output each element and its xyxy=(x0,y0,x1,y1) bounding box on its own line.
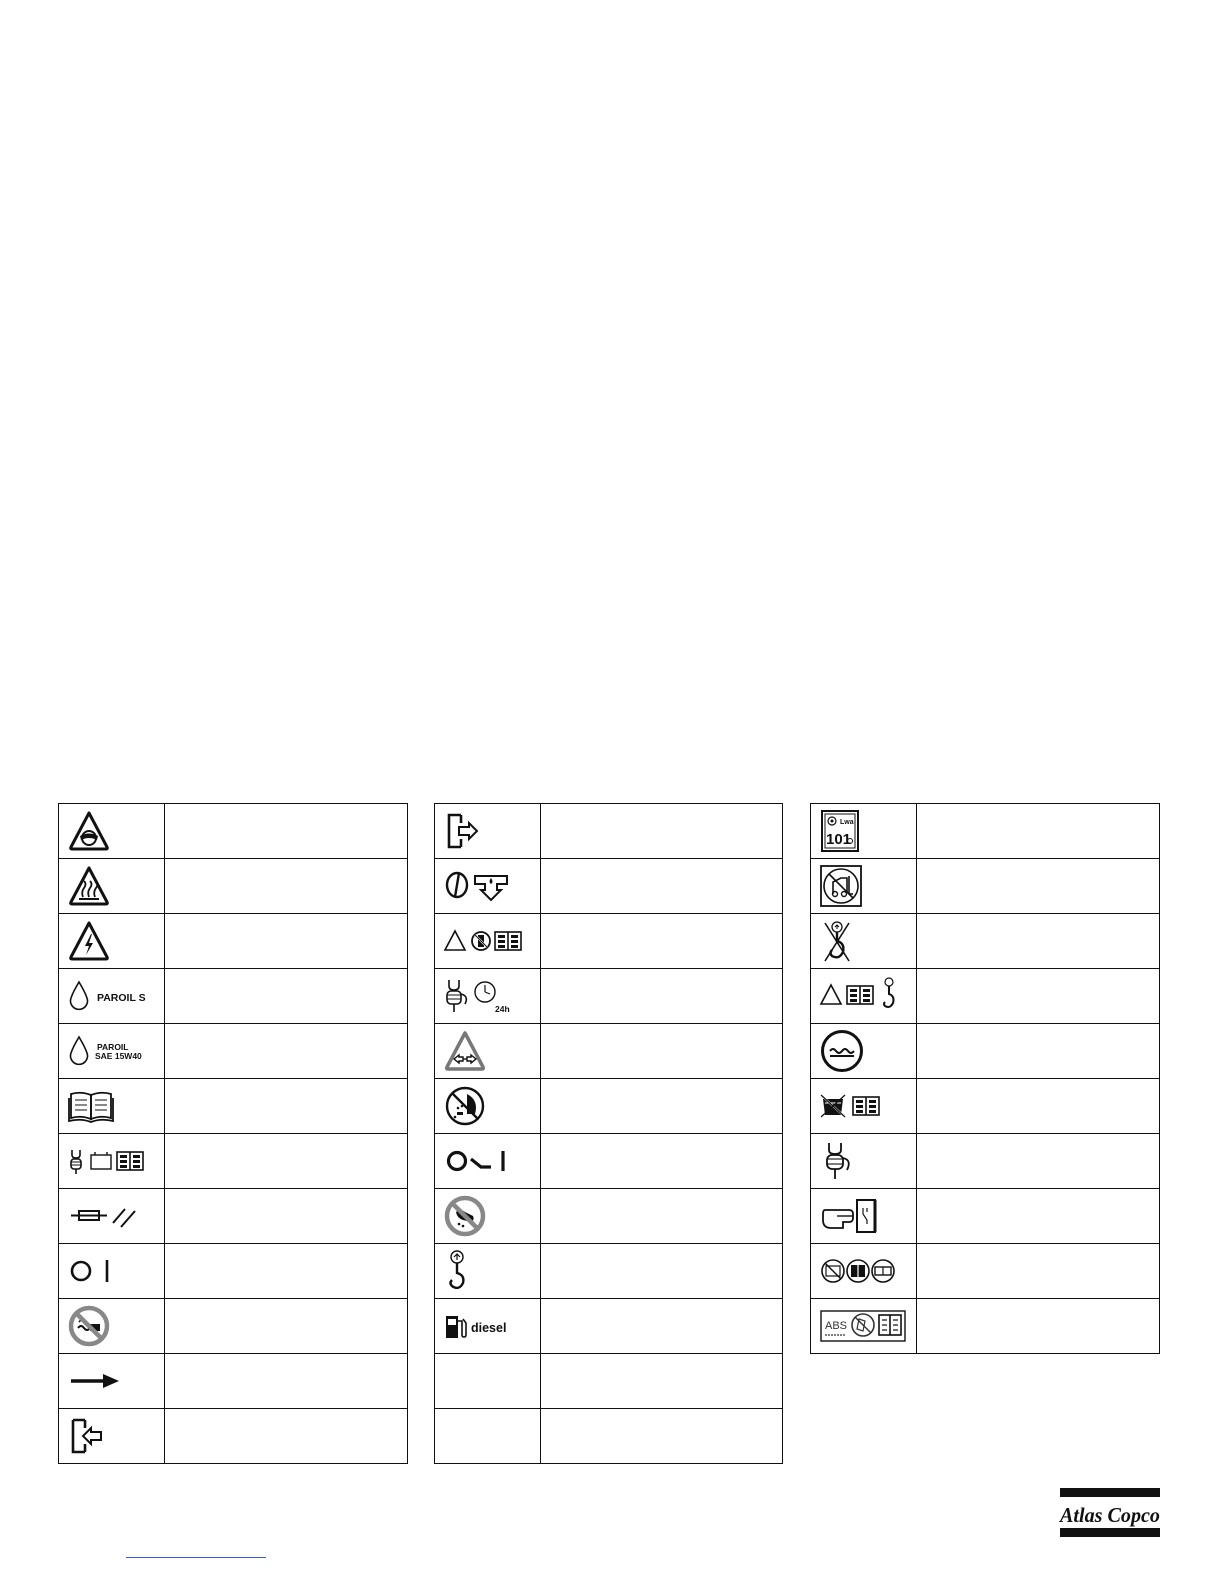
symbol-cell xyxy=(811,859,917,914)
symbol-cell xyxy=(59,1134,165,1189)
table-row xyxy=(59,1299,408,1354)
table-row xyxy=(435,1079,783,1134)
service-24h-icon xyxy=(443,976,523,1016)
warning-manual-lifting-icon xyxy=(819,976,903,1016)
description-cell xyxy=(541,1134,783,1189)
description-cell xyxy=(917,914,1160,969)
symbol-cell xyxy=(59,1299,165,1354)
table-row xyxy=(811,1134,1160,1189)
symbol-cell xyxy=(59,1409,165,1464)
symbol-cell xyxy=(811,1299,917,1354)
logo-top-bar xyxy=(1060,1488,1160,1497)
symbol-cell xyxy=(59,859,165,914)
symbol-cell xyxy=(59,1189,165,1244)
no-breathing-compressed-air-icon xyxy=(443,1194,487,1238)
table-row xyxy=(59,1354,408,1409)
logo-wordmark: Atlas Copco xyxy=(1058,1503,1160,1527)
manual-circle-icons xyxy=(819,1256,903,1286)
paroil-s-label: PAROIL S xyxy=(97,992,146,1004)
description-cell xyxy=(165,1354,408,1409)
symbol-cell xyxy=(435,914,541,969)
arrow-right-icon xyxy=(67,1366,123,1396)
table-row xyxy=(435,859,783,914)
table-row xyxy=(811,1024,1160,1079)
off-start-on-icon xyxy=(443,1146,513,1176)
oil-drain-icon xyxy=(443,866,513,906)
24h-label: 24h xyxy=(495,1004,510,1014)
description-cell xyxy=(917,804,1160,859)
description-cell xyxy=(917,1134,1160,1189)
fuse-and-switch-icon xyxy=(67,1201,143,1231)
description-cell xyxy=(165,969,408,1024)
water-level-icon xyxy=(819,1028,865,1074)
symbols-table-3 xyxy=(810,803,1160,1354)
emergency-stop-icon xyxy=(819,1196,883,1236)
hot-surface-warning-icon xyxy=(67,864,111,908)
description-cell xyxy=(917,969,1160,1024)
description-cell xyxy=(917,1024,1160,1079)
table-row xyxy=(435,969,783,1024)
description-cell xyxy=(165,1189,408,1244)
description-cell xyxy=(541,1024,783,1079)
warning-no-open-manual-icon xyxy=(443,926,527,956)
table-row xyxy=(59,1244,408,1299)
description-cell xyxy=(541,804,783,859)
diesel-label: diesel xyxy=(471,1321,507,1335)
table-row xyxy=(435,1354,783,1409)
symbol-cell xyxy=(435,1244,541,1299)
symbol-cell xyxy=(811,1189,917,1244)
table-row xyxy=(811,1079,1160,1134)
air-outlet-icon xyxy=(443,811,483,851)
description-cell xyxy=(541,859,783,914)
description-cell xyxy=(541,1299,783,1354)
diesel-fuel-icon xyxy=(443,1311,527,1341)
description-cell xyxy=(165,914,408,969)
symbol-cell xyxy=(435,1354,541,1409)
off-on-icon xyxy=(67,1256,117,1286)
description-cell xyxy=(165,859,408,914)
symbol-cell xyxy=(435,1409,541,1464)
symbol-cell xyxy=(811,1024,917,1079)
paroil-label: PAROIL xyxy=(97,1042,129,1052)
symbols-table-1 xyxy=(58,803,408,1464)
symbol-cell xyxy=(59,1244,165,1299)
symbol-cell xyxy=(59,1024,165,1079)
description-cell xyxy=(917,1079,1160,1134)
table-row xyxy=(59,1024,408,1079)
paroil-s-oil-icon xyxy=(67,979,157,1013)
table-row xyxy=(811,914,1160,969)
table-row xyxy=(435,1409,783,1464)
table-row xyxy=(811,804,1160,859)
description-cell xyxy=(165,1079,408,1134)
description-cell xyxy=(165,1134,408,1189)
abs-label: ABS xyxy=(825,1320,848,1332)
description-cell xyxy=(541,1189,783,1244)
service-point-icon xyxy=(819,1139,855,1183)
symbol-cell xyxy=(811,969,917,1024)
symbol-cell xyxy=(435,1079,541,1134)
symbol-cell xyxy=(59,914,165,969)
table-row xyxy=(811,859,1160,914)
no-smoking-open-flame-icon xyxy=(67,1304,111,1348)
description-cell xyxy=(917,1189,1160,1244)
symbol-cell xyxy=(435,1299,541,1354)
description-cell xyxy=(165,1244,408,1299)
table-row xyxy=(59,1189,408,1244)
table-row xyxy=(435,1134,783,1189)
description-cell xyxy=(165,1409,408,1464)
symbol-cell xyxy=(435,1134,541,1189)
symbol-cell xyxy=(811,914,917,969)
sound-power-level-icon xyxy=(819,809,863,853)
battery-service-manual-icon xyxy=(67,1146,151,1176)
table-row xyxy=(435,914,783,969)
lifting-hook-icon xyxy=(443,1249,473,1293)
table-row xyxy=(59,1134,408,1189)
table-row xyxy=(435,1189,783,1244)
table-row xyxy=(811,1299,1160,1354)
description-cell xyxy=(165,1299,408,1354)
table-row xyxy=(811,1244,1160,1299)
description-cell xyxy=(541,1354,783,1409)
description-cell xyxy=(541,914,783,969)
hand-entanglement-warning-icon xyxy=(67,809,111,853)
symbol-cell xyxy=(811,1134,917,1189)
table-row xyxy=(59,804,408,859)
symbol-cell xyxy=(435,804,541,859)
table-row xyxy=(59,969,408,1024)
table-row xyxy=(59,859,408,914)
table-row xyxy=(435,1024,783,1079)
symbol-cell xyxy=(59,804,165,859)
instruction-manual-icon xyxy=(67,1088,117,1124)
symbol-cell xyxy=(435,969,541,1024)
symbol-cell xyxy=(811,1079,917,1134)
description-cell xyxy=(165,804,408,859)
lwa-label: Lwa xyxy=(840,819,854,826)
symbol-cell xyxy=(59,1354,165,1409)
lwa-value: 101 xyxy=(826,831,852,848)
symbols-table-2 xyxy=(434,803,783,1464)
symbol-cell xyxy=(59,969,165,1024)
table-row xyxy=(435,1299,783,1354)
atlas-copco-logo xyxy=(1058,1486,1160,1540)
symbol-cell xyxy=(811,804,917,859)
table-row xyxy=(435,1244,783,1299)
table-row xyxy=(811,969,1160,1024)
symbol-cell xyxy=(435,859,541,914)
description-cell xyxy=(917,859,1160,914)
air-inlet-icon xyxy=(67,1416,107,1456)
description-cell xyxy=(541,1409,783,1464)
table-row xyxy=(59,1409,408,1464)
no-forklift-icon xyxy=(819,864,863,908)
description-cell xyxy=(917,1299,1160,1354)
description-cell xyxy=(541,969,783,1024)
description-cell xyxy=(541,1079,783,1134)
symbol-cell xyxy=(435,1024,541,1079)
table-row xyxy=(811,1189,1160,1244)
footer-link-underline[interactable] xyxy=(126,1557,266,1558)
paroil-sae-15w40-oil-icon xyxy=(67,1034,157,1068)
symbol-cell xyxy=(435,1189,541,1244)
table-row xyxy=(59,1079,408,1134)
table-row xyxy=(435,804,783,859)
no-liquid-spray-icon xyxy=(443,1084,487,1128)
electric-shock-warning-icon xyxy=(67,919,111,963)
compressed-air-warning-icon xyxy=(443,1029,487,1073)
abs-manual-icon xyxy=(819,1309,907,1343)
no-lifting-point-icon xyxy=(819,919,855,963)
sae-15w40-label: SAE 15W40 xyxy=(95,1051,142,1061)
table-row xyxy=(59,914,408,969)
symbol-cell xyxy=(811,1244,917,1299)
description-cell xyxy=(165,1024,408,1079)
no-manual-icon xyxy=(819,1091,889,1121)
symbol-cell xyxy=(59,1079,165,1134)
description-cell xyxy=(541,1244,783,1299)
description-cell xyxy=(917,1244,1160,1299)
logo-bottom-bar xyxy=(1060,1528,1160,1537)
